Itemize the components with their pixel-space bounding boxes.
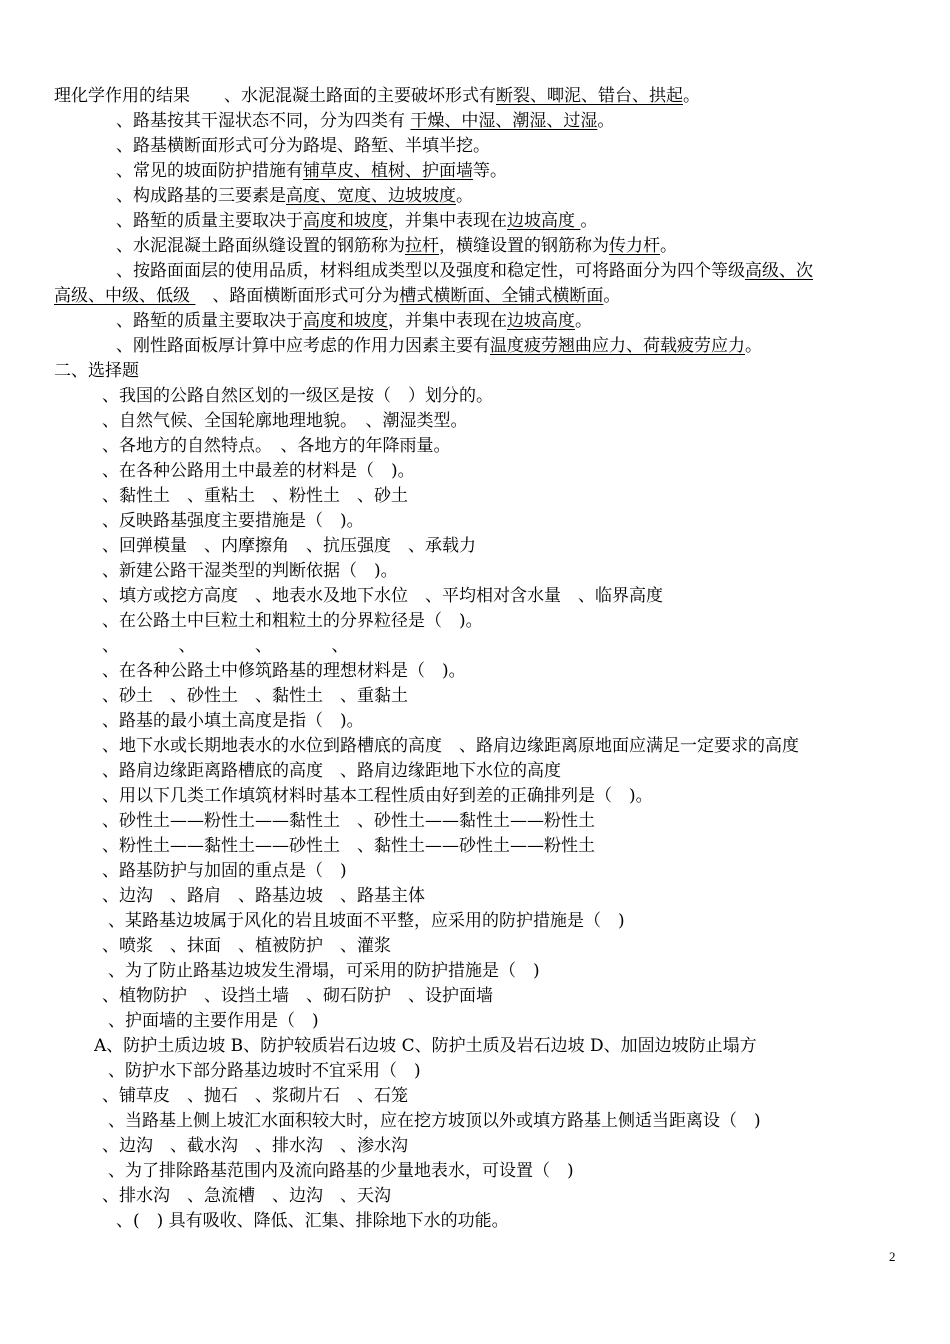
choice-line: 、为了防止路基边坡发生滑塌，可采用的防护措施是（ ) (108, 961, 540, 981)
section-title: 二、选择题 (54, 361, 139, 381)
question-text: 、按路面面层的使用品质，材料组成类型以及强度和稳定性，可将路面分为四个等级 (116, 261, 745, 281)
question-text: ，并集中表现在 (388, 311, 507, 331)
choice-line: 、我国的公路自然区划的一级区是按（ ）划分的。 (102, 386, 493, 406)
answer-text: 边坡高度 (507, 211, 581, 231)
answer-text: 高度和坡度 (303, 311, 388, 331)
choice-line: 、砂土 、砂性土 、黏性土 、重黏土 (102, 686, 408, 706)
fill-line (54, 285, 620, 307)
choice-line: 、砂性土——粉性土——黏性土 、砂性土——黏性土——粉性土 (102, 811, 595, 831)
question-text: 、路基按其干湿状态不同，分为四类有 (116, 111, 411, 131)
page-number: 2 (889, 1249, 896, 1264)
choice-line: 、路肩边缘距离路槽底的高度 、路肩边缘距地下水位的高度 (102, 761, 561, 781)
answer-text: 高级、次 (745, 261, 813, 281)
answer-text: 铺草皮、植树、护面墙 (303, 161, 473, 181)
question-text: 、刚性路面板厚计算中应考虑的作用力因素主要有 (116, 336, 490, 356)
answer-text: 断裂、唧泥、错台、拱起 (496, 86, 683, 106)
choice-line: 、边沟 、截水沟 、排水沟 、渗水沟 (102, 1136, 408, 1156)
choice-line: 、地下水或长期地表水的水位到路槽底的高度 、路肩边缘距离原地面应满足一定要求的高度 (102, 736, 799, 756)
fill-line (116, 160, 507, 182)
choice-line: 、黏性土 、重粘土 、粉性土 、砂土 (102, 486, 408, 506)
question-text: 。 (660, 236, 677, 256)
choice-line: 、粉性土——黏性土——砂性土 、黏性土——砂性土——粉性土 (102, 836, 595, 856)
choice-line: 、自然气候、全国轮廓地理地貌。 、潮湿类型。 (102, 411, 468, 431)
answer-text: 拉杆 (405, 236, 439, 256)
choice-line: 、各地方的自然特点。 、各地方的年降雨量。 (102, 436, 451, 456)
choice-line: A、防护土质边坡 B、防护较质岩石边坡 C、防护土质及岩石边坡 D、加固边坡防止塌方 (94, 1036, 757, 1056)
answer-text: 高度和坡度 (303, 211, 388, 231)
choice-line: 、填方或挖方高度 、地表水及地下水位 、平均相对含水量 、临界高度 (102, 586, 663, 606)
choice-line: 、铺草皮 、抛石 、浆砌片石 、石笼 (102, 1086, 408, 1106)
fill-line (116, 210, 597, 232)
choice-line: 、( ) 具有吸收、降低、汇集、排除地下水的功能。 (116, 1211, 509, 1231)
fill-line (116, 260, 813, 282)
choice-line: 、路基防护与加固的重点是（ ) (102, 861, 347, 881)
question-text: 。 (745, 336, 762, 356)
choice-line: 、植物防护 、设挡土墙 、砌石防护 、设护面墙 (102, 986, 493, 1006)
choice-line: 、边沟 、路肩 、路基边坡 、路基主体 (102, 886, 425, 906)
choice-line: 、防护水下部分路基边坡时不宜采用（ ) (108, 1061, 421, 1081)
choice-line: 、回弹模量 、内摩擦角 、抗压强度 、承载力 (102, 536, 476, 556)
question-text: 、常见的坡面防护措施有 (116, 161, 303, 181)
question-text: 、路堑的质量主要取决于 (116, 211, 303, 231)
choice-line: 、某路基边坡属于风化的岩且坡面不平整，应采用的防护措施是（ ) (108, 911, 625, 931)
choice-line: 、在公路土中巨粒土和粗粒土的分界粒径是（ )。 (102, 611, 483, 631)
fill-line (116, 335, 762, 357)
question-text: 。 (580, 211, 598, 231)
choice-line: 、新建公路干湿类型的判断依据（ )。 (102, 561, 398, 581)
question-text: 。 (683, 86, 700, 106)
choice-line: 、在各种公路土中修筑路基的理想材料是（ )。 (102, 661, 466, 681)
question-text: 、路基横断面形式可分为路堤、路堑、半填半挖。 (116, 136, 490, 156)
question-text: ，并集中表现在 (388, 211, 507, 231)
question-text: 。 (575, 311, 592, 331)
question-text: 。 (603, 286, 621, 306)
answer-text: 温度疲劳翘曲应力、荷载疲劳应力 (490, 336, 745, 356)
question-text: 、路面横断面形式可分为 (195, 286, 400, 306)
choice-line: 、当路基上侧上坡汇水面积较大时，应在挖方坡顶以外或填方路基上侧适当距离设（ ) (108, 1111, 761, 1131)
answer-text: 高度、宽度、边坡坡度 (286, 186, 456, 206)
fill-line (116, 310, 592, 332)
choice-line: 、护面墙的主要作用是（ ) (108, 1011, 319, 1031)
question-text: 。 (456, 186, 473, 206)
answer-text: 高级、中级、低级 (54, 286, 196, 306)
question-text: 等。 (473, 161, 507, 181)
fill-line (54, 85, 700, 107)
choice-line: 、排水沟 、急流槽 、边沟 、天沟 (102, 1186, 391, 1206)
choice-line: 、为了排除路基范围内及流向路基的少量地表水，可设置（ ) (108, 1161, 574, 1181)
question-text: 。 (597, 111, 615, 131)
fill-line (116, 110, 614, 132)
answer-text: 传力杆 (609, 236, 660, 256)
fill-line (116, 135, 490, 157)
question-text: 理化学作用的结果 、水泥混凝土路面的主要破坏形式有 (54, 86, 496, 106)
choice-line: 、路基的最小填土高度是指（ )。 (102, 711, 364, 731)
choice-line: 、 、 、 、 (102, 636, 349, 656)
question-text: 、路堑的质量主要取决于 (116, 311, 303, 331)
choice-line: 、喷浆 、抹面 、植被防护 、灌浆 (102, 936, 391, 956)
question-text: 、构成路基的三要素是 (116, 186, 286, 206)
choice-line: 、用以下几类工作填筑材料时基本工程性质由好到差的正确排列是（ )。 (102, 786, 653, 806)
choice-line: 、在各种公路用土中最差的材料是（ )。 (102, 461, 415, 481)
question-text: 、水泥混凝土路面纵缝设置的钢筋称为 (116, 236, 405, 256)
fill-line (116, 235, 677, 257)
question-text: ，横缝设置的钢筋称为 (439, 236, 609, 256)
answer-text: 槽式横断面、全铺式横断面 (399, 286, 604, 306)
answer-text: 边坡高度 (507, 311, 575, 331)
choice-line: 、反映路基强度主要措施是（ )。 (102, 511, 364, 531)
fill-line (116, 185, 473, 207)
answer-text: 干燥、中湿、潮湿、过湿 (410, 111, 598, 131)
